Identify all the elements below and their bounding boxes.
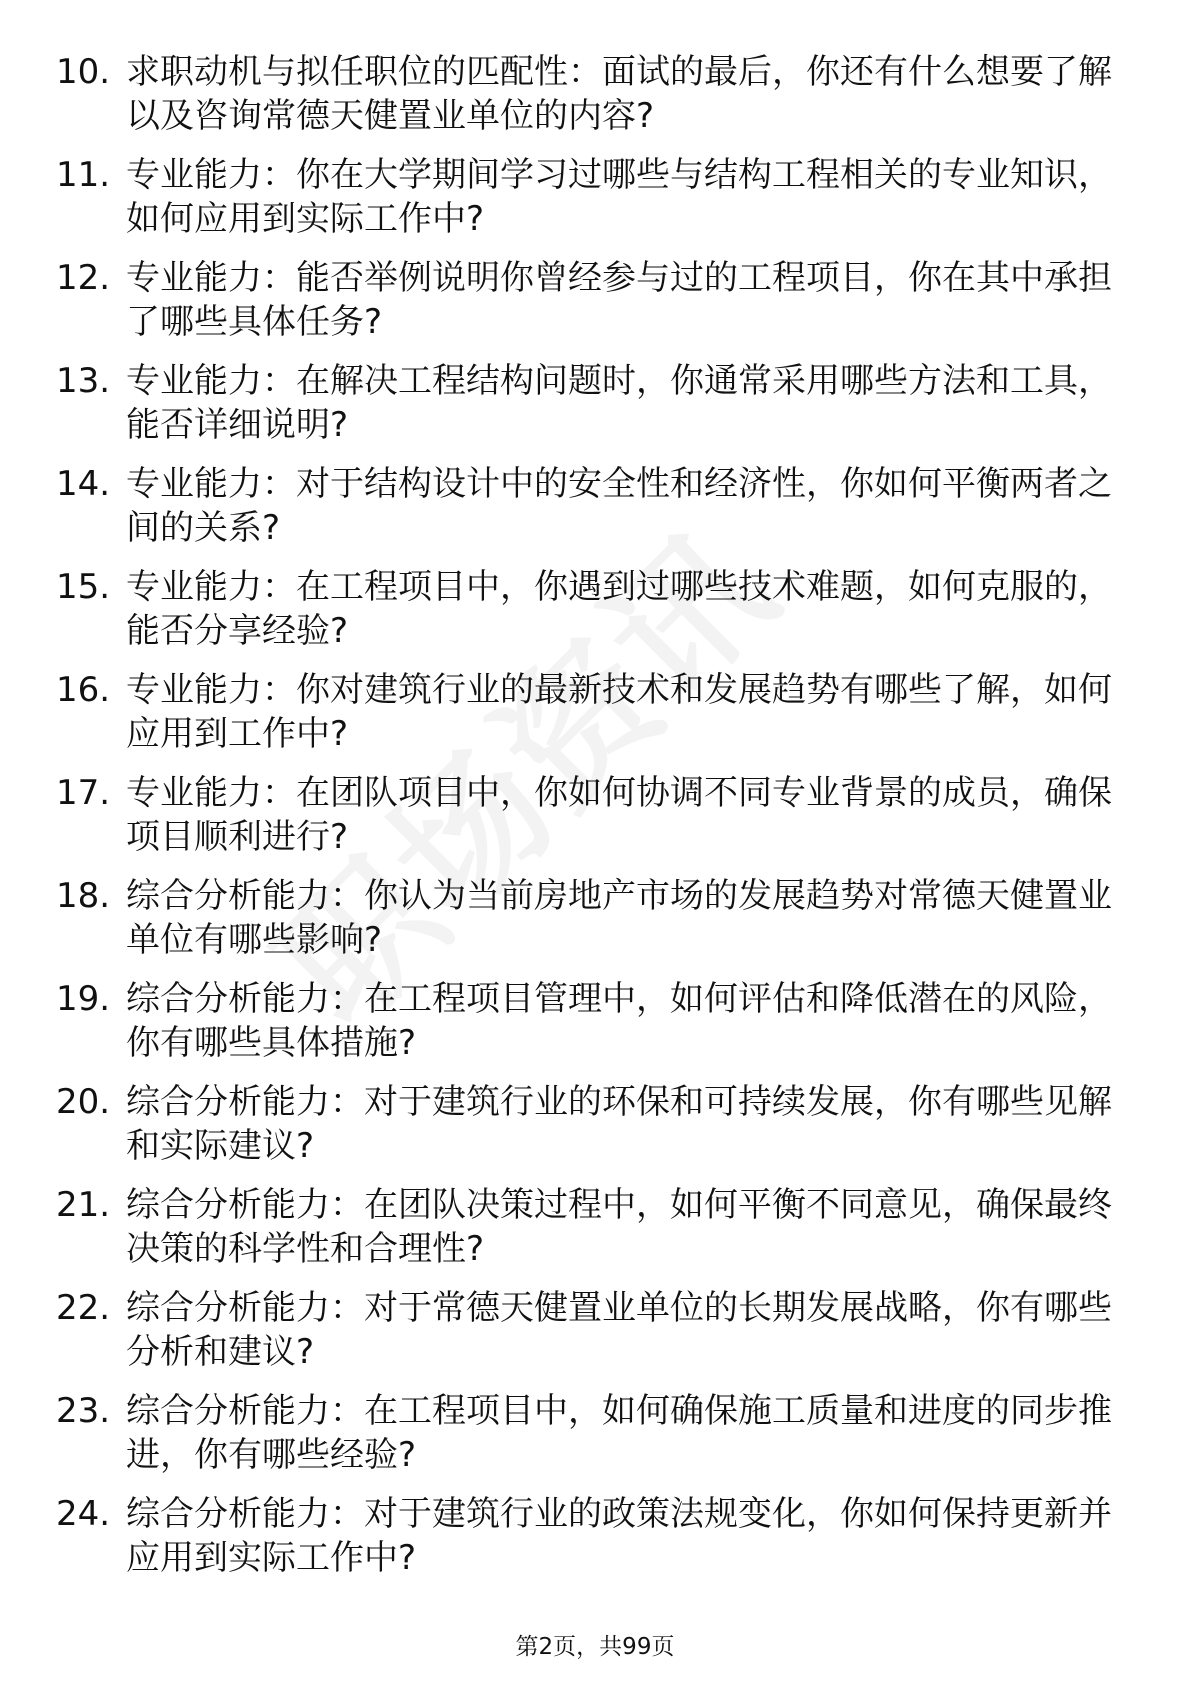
- question-text: 综合分析能力：对于建筑行业的政策法规变化，你如何保持更新并应用到实际工作中?: [126, 1494, 1112, 1578]
- list-item: [56, 565, 1136, 668]
- question-text: 专业能力：在解决工程结构问题时，你通常采用哪些方法和工具，能否详细说明?: [126, 361, 1112, 445]
- question-list: [56, 50, 1136, 1595]
- question-number: 22.: [56, 1288, 111, 1328]
- list-item: [56, 771, 1136, 874]
- question-number: 12.: [56, 258, 111, 298]
- list-item: [56, 1080, 1136, 1183]
- question-number: 14.: [56, 464, 111, 504]
- question-number: 20.: [56, 1082, 111, 1122]
- question-text: 综合分析能力：你认为当前房地产市场的发展趋势对常德天健置业单位有哪些影响?: [126, 876, 1112, 960]
- question-number: 23.: [56, 1391, 111, 1431]
- question-text: 综合分析能力：在团队决策过程中，如何平衡不同意见，确保最终决策的科学性和合理性?: [126, 1185, 1112, 1269]
- list-item: [56, 256, 1136, 359]
- question-number: 24.: [56, 1494, 111, 1534]
- question-text: 综合分析能力：对于建筑行业的环保和可持续发展，你有哪些见解和实际建议?: [126, 1082, 1112, 1166]
- question-text: 专业能力：在团队项目中，你如何协调不同专业背景的成员，确保项目顺利进行?: [126, 773, 1112, 857]
- question-text: 专业能力：能否举例说明你曾经参与过的工程项目，你在其中承担了哪些具体任务?: [126, 258, 1112, 342]
- list-item: [56, 1492, 1136, 1595]
- list-item: [56, 462, 1136, 565]
- list-item: [56, 50, 1136, 153]
- question-number: 15.: [56, 567, 111, 607]
- list-item: [56, 1389, 1136, 1492]
- question-text: 专业能力：在工程项目中，你遇到过哪些技术难题，如何克服的，能否分享经验?: [126, 567, 1112, 651]
- question-number: 19.: [56, 979, 111, 1019]
- list-item: [56, 977, 1136, 1080]
- page-number-label: 第2页，共99页: [515, 1634, 675, 1660]
- question-number: 18.: [56, 876, 111, 916]
- list-item: [56, 153, 1136, 256]
- question-number: 16.: [56, 670, 111, 710]
- list-item: [56, 874, 1136, 977]
- question-number: 21.: [56, 1185, 111, 1225]
- question-text: 求职动机与拟任职位的匹配性：面试的最后，你还有什么想要了解以及咨询常德天健置业单位的内容?: [126, 52, 1112, 136]
- question-text: 综合分析能力：对于常德天健置业单位的长期发展战略，你有哪些分析和建议?: [126, 1288, 1112, 1372]
- question-text: 综合分析能力：在工程项目中，如何确保施工质量和进度的同步推进，你有哪些经验?: [126, 1391, 1112, 1475]
- question-number: 13.: [56, 361, 111, 401]
- page-footer: [0, 1632, 1190, 1662]
- question-number: 17.: [56, 773, 111, 813]
- question-text: 专业能力：对于结构设计中的安全性和经济性，你如何平衡两者之间的关系?: [126, 464, 1112, 548]
- question-text: 专业能力：你对建筑行业的最新技术和发展趋势有哪些了解，如何应用到工作中?: [126, 670, 1112, 754]
- list-item: [56, 1286, 1136, 1389]
- question-text: 专业能力：你在大学期间学习过哪些与结构工程相关的专业知识，如何应用到实际工作中?: [126, 155, 1112, 239]
- question-text: 综合分析能力：在工程项目管理中，如何评估和降低潜在的风险，你有哪些具体措施?: [126, 979, 1112, 1063]
- question-number: 11.: [56, 155, 111, 195]
- list-item: [56, 1183, 1136, 1286]
- list-item: [56, 668, 1136, 771]
- question-number: 10.: [56, 52, 111, 92]
- list-item: [56, 359, 1136, 462]
